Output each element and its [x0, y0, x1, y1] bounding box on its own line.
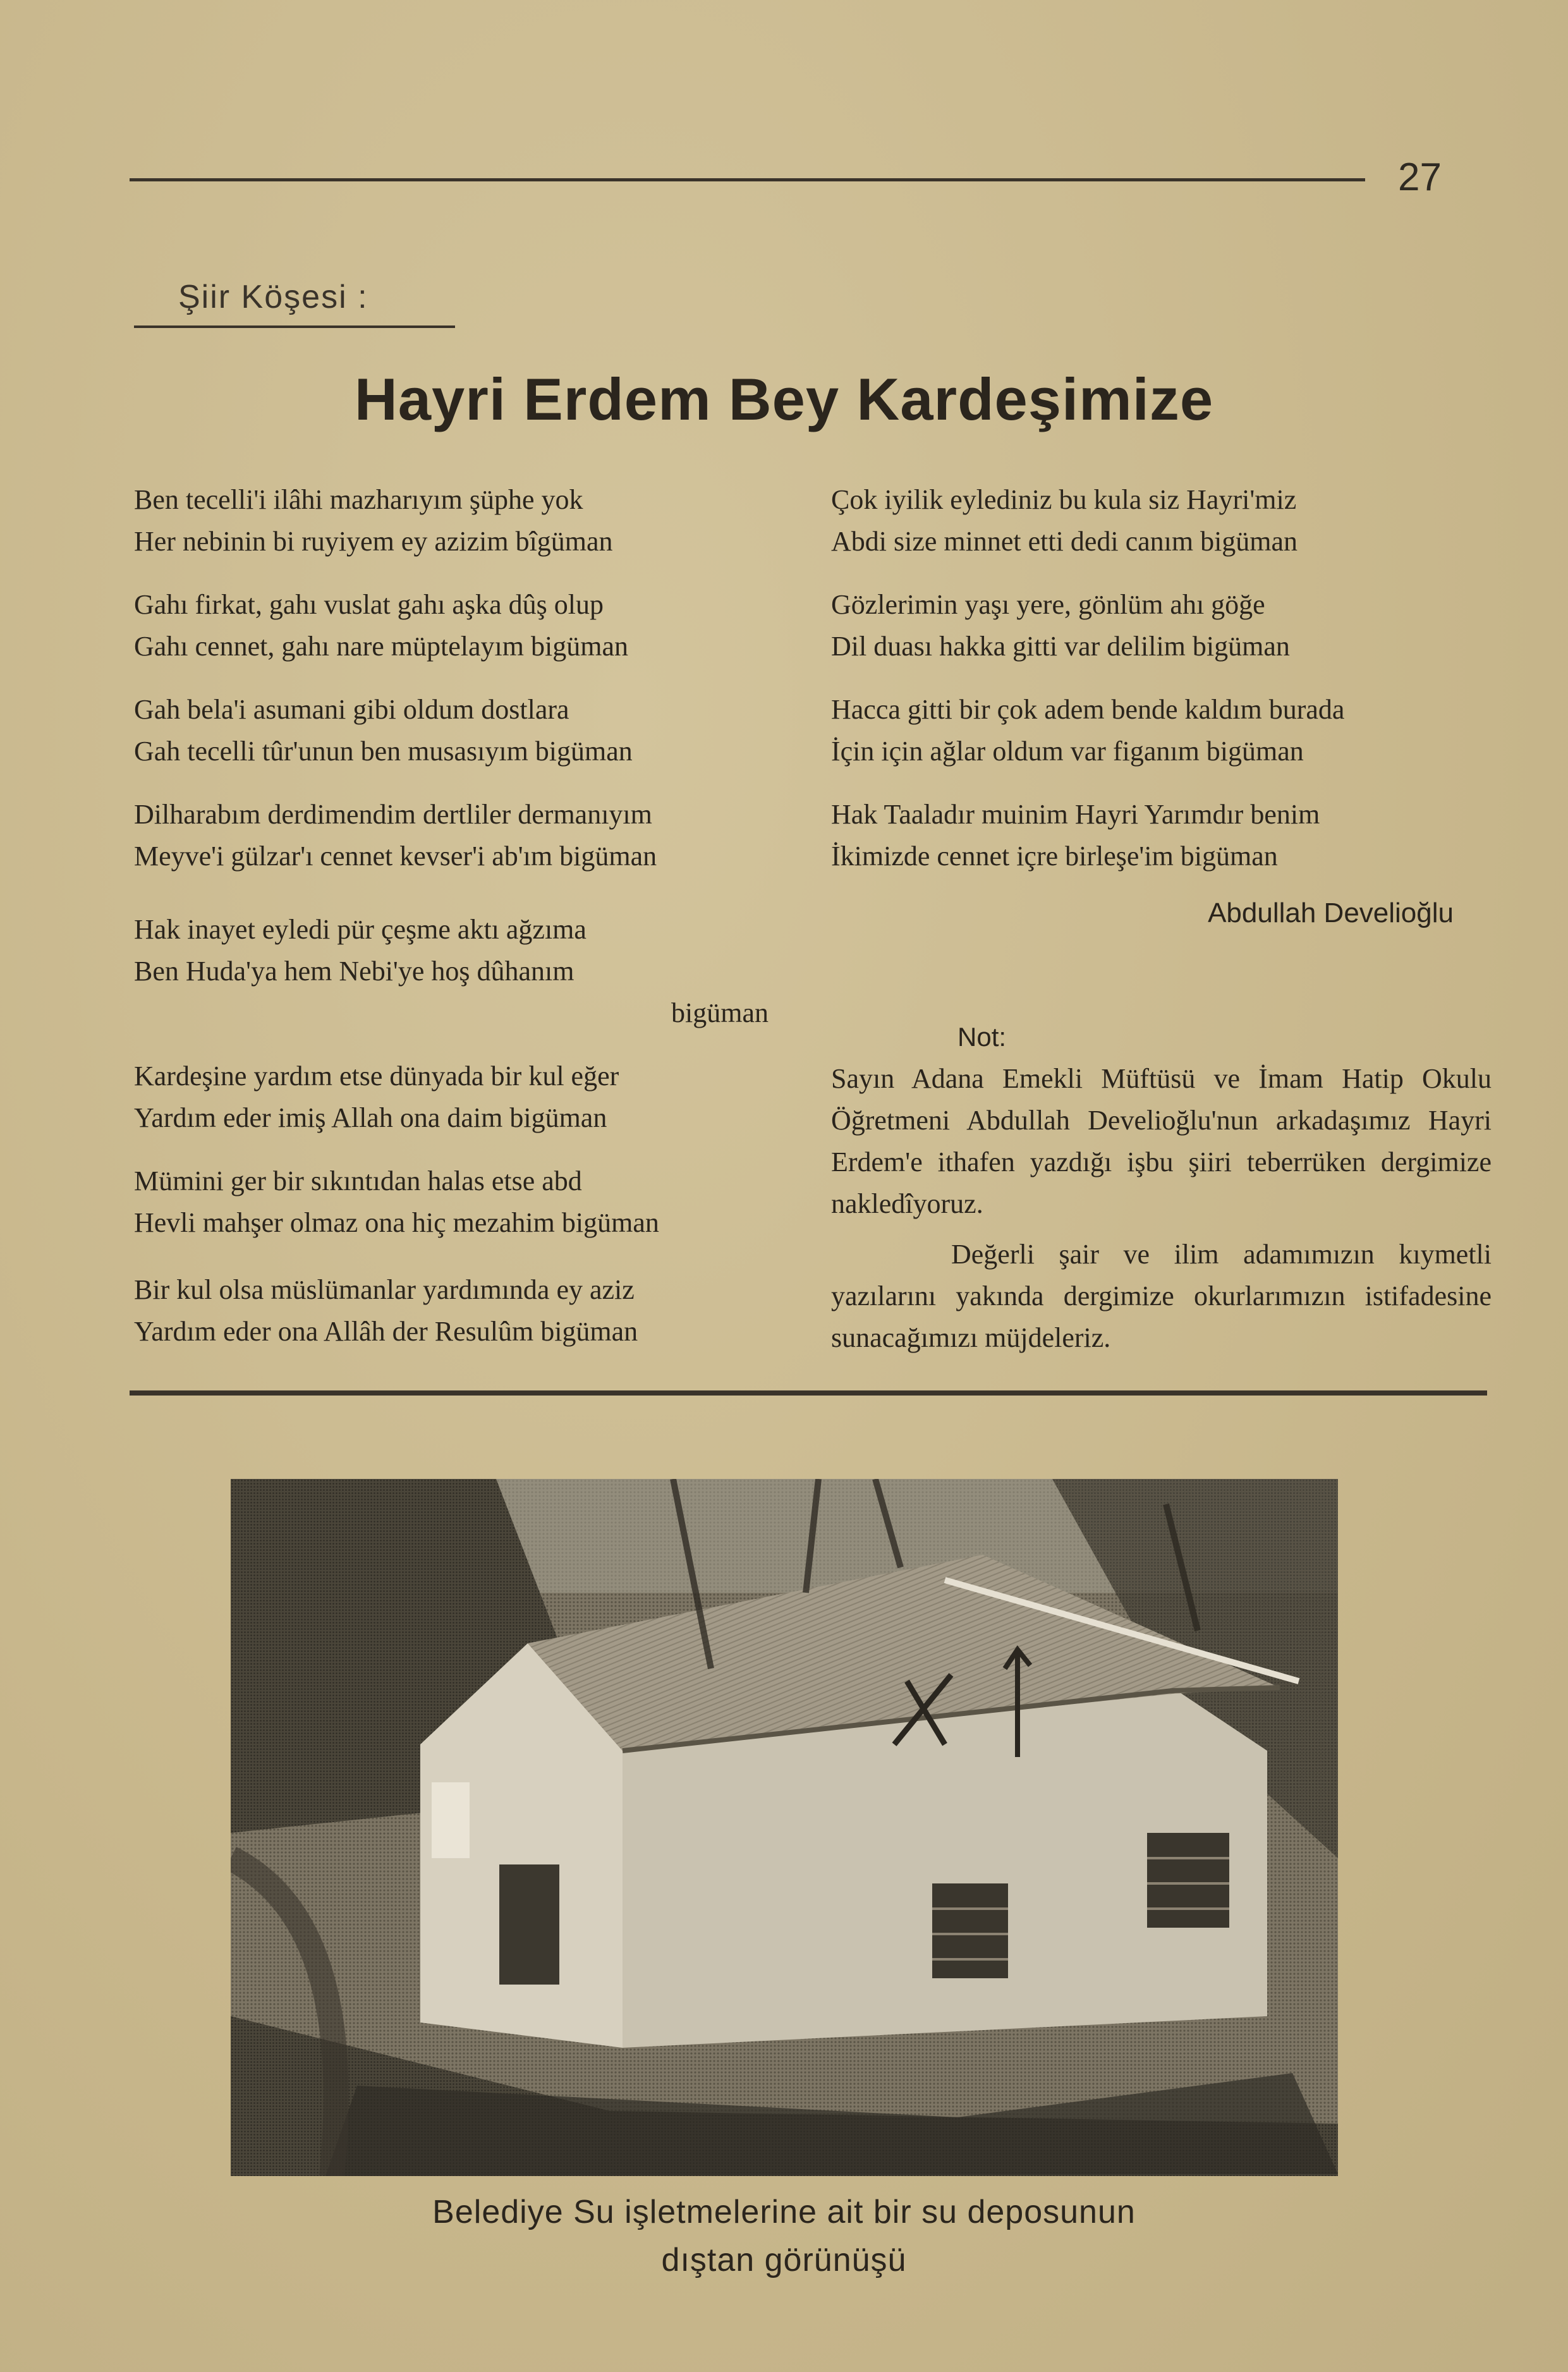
poem-line: Her nebinin bi ruyiyem ey azizim bîgüman	[134, 526, 613, 557]
poem-stanza	[134, 1160, 791, 1244]
poem-line: Mümini ger bir sıkıntıdan halas etse abd	[134, 1165, 582, 1196]
poem-line: Hak Taaladır muinim Hayri Yarımdır benim	[831, 799, 1320, 830]
section-label: Şiir Köşesi :	[178, 279, 368, 315]
poem-line: Yardım eder ona Allâh der Resulûm bigüman	[134, 1316, 638, 1347]
poem-line: Dilharabım derdimendim dertliler dermanıyım	[134, 799, 652, 830]
poem-line: Kardeşine yardım etse dünyada bir kul eğer	[134, 1061, 619, 1092]
poem-line: Ben tecelli'i ilâhi mazharıyım şüphe yok	[134, 484, 583, 515]
poem-line: Yardım eder imiş Allah ona daim bigüman	[134, 1102, 607, 1133]
poem-line: İçin için ağlar oldum var figanım bigüman	[831, 736, 1304, 767]
poem-line: Gözlerimin yaşı yere, gönlüm ahı göğe	[831, 589, 1265, 620]
poem-line: Meyve'i gülzar'ı cennet kevser'i ab'ım bigüman	[134, 841, 657, 872]
poem-line: Gahı cennet, gahı nare müptelayım bigüman	[134, 631, 628, 662]
header-rule	[130, 178, 1365, 181]
poem-left-column	[134, 479, 791, 1374]
poem-title: Hayri Erdem Bey Kardeşimize	[354, 366, 1214, 432]
poem-stanza	[134, 1055, 791, 1139]
note-paragraph: Değerli şair ve ilim adamımızın kıymetli yazılarını yakında dergimize okurlarımızın istifadesine sunacağımızı müjdeleriz.	[831, 1239, 1492, 1353]
poem-line: Çok iyilik eylediniz bu kula siz Hayri'miz	[831, 484, 1297, 515]
poem-right-column	[831, 479, 1492, 1359]
photo-caption	[0, 2188, 1568, 2284]
poem-stanza	[134, 909, 791, 1034]
poem-line: Hacca gitti bir çok adem bende kaldım burada	[831, 694, 1345, 725]
water-tank-photo	[231, 1479, 1338, 2176]
poem-line: İkimizde cennet içre birleşe'im bigüman	[831, 841, 1278, 872]
poem-signature: Abdullah Develioğlu	[1208, 897, 1454, 928]
poem-line: Dil duası hakka gitti var delilim bigüman	[831, 631, 1290, 662]
poem-stanza	[134, 584, 791, 667]
poem-line: Hevli mahşer olmaz ona hiç mezahim bigüman	[134, 1207, 659, 1238]
poem-stanza	[134, 689, 791, 772]
poem-stanza	[134, 794, 791, 877]
poem-line: Ben Huda'ya hem Nebi'ye hoş dûhanım	[134, 956, 574, 987]
note-paragraph: Sayın Adana Emekli Müftüsü ve İmam Hatip Okulu Öğretmeni Abdullah Develioğlu'nun arkadaşımız Hayri Erdem'e ithafen yazdığı işbu şiiri teberrüken dergimize nakledîyoruz.	[831, 1063, 1492, 1219]
photo-divider-rule	[130, 1390, 1487, 1396]
poem-line: bigüman	[671, 997, 769, 1028]
note-label: Not:	[957, 1022, 1007, 1052]
poem-stanza	[831, 689, 1492, 772]
poem-stanza	[134, 1269, 791, 1353]
poem-stanza	[831, 794, 1492, 877]
poem-line: Hak inayet eyledi pür çeşme aktı ağzıma	[134, 914, 586, 945]
poem-stanza	[831, 584, 1492, 667]
poem-line: Gah bela'i asumani gibi oldum dostlara	[134, 694, 569, 725]
page-number: 27	[1398, 155, 1442, 199]
poem-line: Gahı firkat, gahı vuslat gahı aşka dûş olup	[134, 589, 604, 620]
poem-line: Bir kul olsa müslümanlar yardımında ey aziz	[134, 1274, 635, 1305]
section-underline	[134, 325, 455, 328]
poem-stanza	[134, 479, 791, 563]
poem-line: Abdi size minnet etti dedi canım bigüman	[831, 526, 1298, 557]
caption-line: dıştan görünüşü	[661, 2242, 907, 2278]
caption-line: Belediye Su işletmelerine ait bir su deposunun	[432, 2194, 1136, 2230]
poem-line: Gah tecelli tûr'unun ben musasıyım bigüman	[134, 736, 633, 767]
water-tank-photo-image	[231, 1479, 1338, 2176]
poem-stanza	[831, 479, 1492, 563]
